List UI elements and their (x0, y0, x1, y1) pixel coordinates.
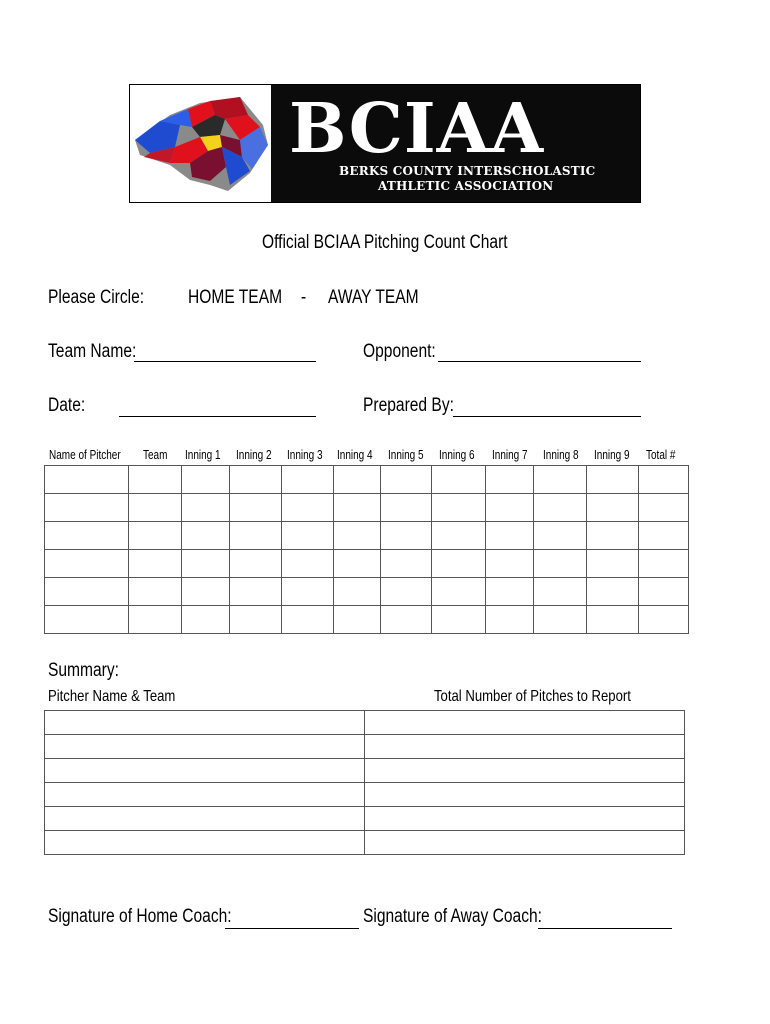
table-cell[interactable] (128, 522, 181, 550)
summary-row (45, 831, 685, 855)
team-name-label: Team Name: (48, 341, 137, 362)
team-name-field[interactable] (134, 361, 316, 362)
table-row (45, 550, 689, 578)
table-cell[interactable] (486, 550, 534, 578)
table-cell[interactable] (587, 466, 639, 494)
table-cell[interactable] (432, 466, 486, 494)
away-coach-signature-label: Signature of Away Coach: (363, 906, 543, 927)
header-inning-5: Inning 5 (388, 448, 424, 462)
table-cell[interactable] (381, 466, 432, 494)
table-cell[interactable] (45, 466, 129, 494)
table-cell[interactable] (281, 466, 333, 494)
table-cell[interactable] (281, 494, 333, 522)
date-label: Date: (48, 395, 86, 416)
table-cell[interactable] (333, 522, 381, 550)
table-cell[interactable] (432, 606, 486, 634)
table-cell[interactable] (45, 494, 129, 522)
table-cell[interactable] (534, 466, 587, 494)
table-cell[interactable] (333, 578, 381, 606)
table-cell[interactable] (587, 522, 639, 550)
summary-cell[interactable] (364, 735, 685, 759)
table-cell[interactable] (181, 578, 229, 606)
table-cell[interactable] (486, 494, 534, 522)
table-cell[interactable] (229, 606, 281, 634)
summary-cell[interactable] (45, 831, 365, 855)
table-cell[interactable] (638, 550, 688, 578)
table-row (45, 494, 689, 522)
table-cell[interactable] (181, 550, 229, 578)
summary-cell[interactable] (45, 783, 365, 807)
page-title: Official BCIAA Pitching Count Chart (262, 232, 508, 253)
table-row (45, 606, 689, 634)
table-cell[interactable] (534, 494, 587, 522)
summary-cell[interactable] (364, 783, 685, 807)
summary-table (44, 710, 685, 855)
summary-cell[interactable] (364, 711, 685, 735)
header-inning-6: Inning 6 (439, 448, 475, 462)
table-cell[interactable] (128, 494, 181, 522)
summary-cell[interactable] (45, 807, 365, 831)
away-team-option[interactable]: AWAY TEAM (328, 287, 419, 308)
table-cell[interactable] (281, 578, 333, 606)
header-team: Team (143, 448, 168, 462)
summary-table-body (45, 711, 685, 855)
table-cell[interactable] (432, 494, 486, 522)
please-circle-label: Please Circle: (48, 287, 145, 308)
pitching-table-header (44, 448, 689, 464)
summary-row (45, 759, 685, 783)
table-cell[interactable] (638, 522, 688, 550)
table-cell[interactable] (534, 578, 587, 606)
table-cell[interactable] (181, 606, 229, 634)
away-coach-signature-field[interactable] (538, 928, 672, 929)
header-inning-4: Inning 4 (337, 448, 373, 462)
home-coach-signature-field[interactable] (225, 928, 359, 929)
date-field[interactable] (119, 416, 316, 417)
home-coach-signature-label: Signature of Home Coach: (48, 906, 232, 927)
table-cell[interactable] (45, 578, 129, 606)
table-cell[interactable] (181, 522, 229, 550)
table-cell[interactable] (381, 494, 432, 522)
table-cell[interactable] (333, 494, 381, 522)
table-cell[interactable] (638, 578, 688, 606)
berks-county-map-icon (130, 85, 271, 202)
summary-cell[interactable] (364, 807, 685, 831)
table-row (45, 466, 689, 494)
table-cell[interactable] (381, 550, 432, 578)
header-inning-8: Inning 8 (543, 448, 579, 462)
table-row (45, 578, 689, 606)
header-inning-3: Inning 3 (287, 448, 323, 462)
circle-dash: - (301, 287, 307, 308)
summary-cell[interactable] (45, 735, 365, 759)
table-cell[interactable] (486, 522, 534, 550)
header-total: Total # (646, 448, 676, 462)
summary-cell[interactable] (364, 759, 685, 783)
table-cell[interactable] (486, 466, 534, 494)
summary-col-total-header: Total Number of Pitches to Report (434, 688, 631, 705)
table-cell[interactable] (128, 606, 181, 634)
table-cell[interactable] (229, 522, 281, 550)
table-cell[interactable] (587, 550, 639, 578)
table-cell[interactable] (333, 606, 381, 634)
prepared-by-label: Prepared By: (363, 395, 454, 416)
table-cell[interactable] (229, 466, 281, 494)
summary-cell[interactable] (45, 711, 365, 735)
table-cell[interactable] (333, 550, 381, 578)
prepared-by-field[interactable] (453, 416, 641, 417)
header-inning-2: Inning 2 (236, 448, 272, 462)
table-cell[interactable] (534, 606, 587, 634)
summary-row (45, 711, 685, 735)
table-cell[interactable] (432, 550, 486, 578)
header-inning-1: Inning 1 (185, 448, 221, 462)
summary-cell[interactable] (364, 831, 685, 855)
summary-row (45, 735, 685, 759)
table-cell[interactable] (638, 466, 688, 494)
table-cell[interactable] (229, 550, 281, 578)
opponent-field[interactable] (438, 361, 641, 362)
table-cell[interactable] (534, 522, 587, 550)
table-cell[interactable] (587, 606, 639, 634)
summary-row (45, 807, 685, 831)
table-cell[interactable] (381, 606, 432, 634)
logo-banner (271, 85, 640, 202)
table-cell[interactable] (638, 494, 688, 522)
table-cell[interactable] (181, 466, 229, 494)
table-cell[interactable] (281, 606, 333, 634)
home-team-option[interactable]: HOME TEAM (188, 287, 283, 308)
table-cell[interactable] (587, 578, 639, 606)
opponent-label: Opponent: (363, 341, 436, 362)
header-name-of-pitcher: Name of Pitcher (49, 448, 121, 462)
summary-heading: Summary: (48, 660, 119, 681)
table-cell[interactable] (381, 578, 432, 606)
table-cell[interactable] (534, 550, 587, 578)
table-cell[interactable] (486, 578, 534, 606)
summary-col-pitcher-header: Pitcher Name & Team (48, 688, 176, 705)
summary-cell[interactable] (45, 759, 365, 783)
table-cell[interactable] (432, 578, 486, 606)
logo-subtitle-line2: ATHLETIC ASSOCIATION (378, 179, 554, 193)
table-cell[interactable] (281, 522, 333, 550)
header-inning-7: Inning 7 (492, 448, 528, 462)
logo-subtitle-line1: BERKS COUNTY INTERSCHOLASTIC (339, 164, 596, 178)
table-row (45, 522, 689, 550)
table-cell[interactable] (181, 494, 229, 522)
table-cell[interactable] (381, 522, 432, 550)
table-cell[interactable] (128, 466, 181, 494)
table-cell[interactable] (45, 550, 129, 578)
pitching-table-body (45, 466, 689, 634)
table-cell[interactable] (45, 606, 129, 634)
table-cell[interactable] (333, 466, 381, 494)
table-cell[interactable] (45, 522, 129, 550)
table-cell[interactable] (229, 494, 281, 522)
logo-wordmark: BCIAA (289, 89, 545, 169)
table-cell[interactable] (128, 578, 181, 606)
table-cell[interactable] (128, 550, 181, 578)
table-cell[interactable] (432, 522, 486, 550)
table-cell[interactable] (587, 494, 639, 522)
table-cell[interactable] (229, 578, 281, 606)
pitching-table (44, 465, 689, 634)
table-cell[interactable] (281, 550, 333, 578)
header-inning-9: Inning 9 (594, 448, 630, 462)
bciaa-logo (129, 84, 641, 203)
table-cell[interactable] (638, 606, 688, 634)
summary-row (45, 783, 685, 807)
table-cell[interactable] (486, 606, 534, 634)
